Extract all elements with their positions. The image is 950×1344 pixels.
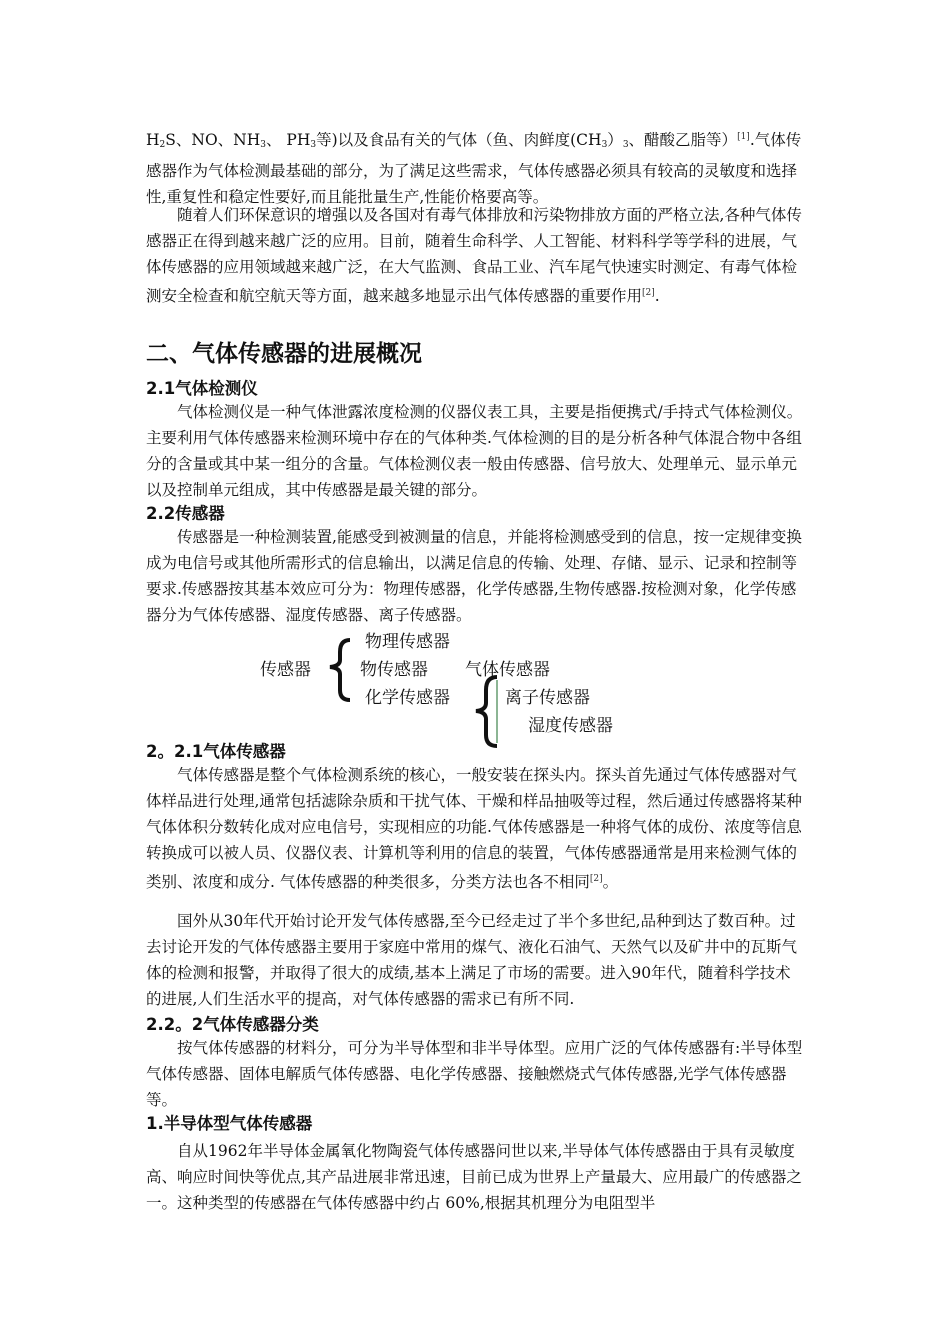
- diagram-node-physical: 物理传感器: [365, 632, 450, 652]
- section-heading: 二、气体传感器的进展概况: [146, 341, 422, 367]
- subscript: 3: [601, 140, 608, 150]
- paragraph-sensor: 传感器是一种检测装置,能感受到被测量的信息，并能将检测感受到的信息，按一定规律变换成为电信号或其他所需形式的信息输出，以满足信息的传输、处理、存储、显示、记录和控制等要求.传感器按其基本效应可分为：物理传感器，化学传感器,生物传感器.按检测对象，化学传感器分为气体传感器、湿度传感器、离子传感器。: [146, 528, 802, 624]
- diagram-node-chemical: 化学传感器: [365, 688, 450, 708]
- subscript: 2: [159, 140, 166, 150]
- subscript: 3: [260, 140, 266, 150]
- subsection-heading-2-1: 2.1气体检测仪: [146, 379, 258, 398]
- brace-left-icon: [330, 640, 350, 700]
- text-run: 等)以及食品有关的气体（鱼、肉鲜度(CH: [316, 131, 602, 149]
- paragraph-gas-sensor-history: 国外从30年代开始讨论开发气体传感器,至今已经走过了半个多世纪,品种到达了数百种。过去讨论开发的气体传感器主要用于家庭中常用的煤气、液化石油气、天然气以及矿井中的瓦斯气体的检测和报警，并取得了很大的成绩,基本上满足了市场的需要。进入90年代，随着科学技术的进展,人们生活水平的提高，对气体传感器的需求已有所不同.: [146, 912, 798, 1008]
- text-run: 、醋酸乙脂等）: [628, 131, 738, 149]
- text-run: S、NO、NH: [165, 131, 261, 149]
- text-run: 随着人们环保意识的增强以及各国对有毒气体排放和污染物排放方面的严格立法,各种气体传感器正在得到越来越广泛的应用。目前，随着生命科学、人工智能、材料科学等学科的进展，气体传感器的应用领域越来越广泛，在大气监测、食品工业、汽车尾气快速实时测定、有毒气体检测安全检查和航空航天等方面，越来越多地显示出气体传感器的重要作用: [146, 206, 802, 305]
- brace-right-icon: [476, 677, 497, 746]
- diagram-node-sensor: 传感器: [260, 660, 311, 680]
- text-run: ）: [607, 131, 623, 149]
- diagram-node-ion: 离子传感器: [505, 688, 590, 708]
- subscript: 3: [622, 140, 629, 150]
- citation-ref: [1]: [737, 132, 750, 142]
- citation-ref: [2]: [589, 874, 603, 884]
- subsection-heading-2-2-1: 2。2.1气体传感器: [146, 742, 286, 761]
- subsection-heading-2-2: 2.2传感器: [146, 504, 225, 523]
- subsection-heading-2-2-2: 2.2。2气体传感器分类: [146, 1015, 319, 1034]
- subsection-heading-semiconductor: 1.半导体型气体传感器: [146, 1114, 313, 1133]
- text-run: 气体传感器是整个气体检测系统的核心，一般安装在探头内。探头首先通过气体传感器对气体样品进行处理,通常包括滤除杂质和干扰气体、干燥和样品抽吸等过程，然后通过传感器将某种气体体积分数转化成对应电信号，实现相应的功能.气体传感器是一种将气体的成份、浓度等信息转换成可以被人员、仪器仪表、计算机等利用的信息的装置，气体传感器通常是用来检测气体的类别、浓度和成分. 气体传感器的种类很多，分类方法也各不相同: [146, 766, 802, 891]
- paragraph-gas-detector: 气体检测仪是一种气体泄露浓度检测的仪器仪表工具，主要是指便携式/手持式气体检测仪。主要利用气体传感器来检测环境中存在的气体种类.气体检测的目的是分析各种气体混合物中各组分的含量或其中某一组分的含量。气体检测仪表一般由传感器、信号放大、处理单元、显示单元以及控制单元组成，其中传感器是最关键的部分。: [146, 403, 803, 499]
- citation-ref: [2]: [642, 288, 655, 298]
- paragraph-gas-sensor-core: [146, 762, 806, 895]
- text-run: .气体传感器作为气体检测最基础的部分，为了满足这些需求，气体传感器必须具有较高的灵敏度和选择性,重复性和稳定性要好,而且能批量生产,性能价格要高等。: [146, 131, 802, 206]
- diagram-node-gas: 气体传感器: [465, 660, 550, 680]
- text-run: H: [146, 131, 160, 149]
- diagram-node-bio: 物传感器: [360, 660, 428, 680]
- diagram-node-humidity: 湿度传感器: [528, 716, 613, 736]
- text-run: .: [654, 287, 660, 305]
- paragraph-semiconductor: 自从1962年半导体金属氧化物陶瓷气体传感器问世以来,半导体气体传感器由于具有灵敏度高、响应时间快等优点,其产品进展非常迅速，目前已成为世界上产量最大、应用最广的传感器之一。这种类型的传感器在气体传感器中约占 60%,根据其机理分为电阻型半: [146, 1142, 802, 1212]
- text-run: 。: [602, 873, 619, 891]
- text-run: 、 PH: [265, 131, 311, 149]
- paragraph-gas-sensor-classes: 按气体传感器的材料分，可分为半导体型和非半导体型。应用广泛的气体传感器有:半导体型气体传感器、固体电解质气体传感器、电化学传感器、接触燃烧式气体传感器,光学气体传感器等。: [146, 1039, 803, 1109]
- subscript: 3: [310, 140, 317, 150]
